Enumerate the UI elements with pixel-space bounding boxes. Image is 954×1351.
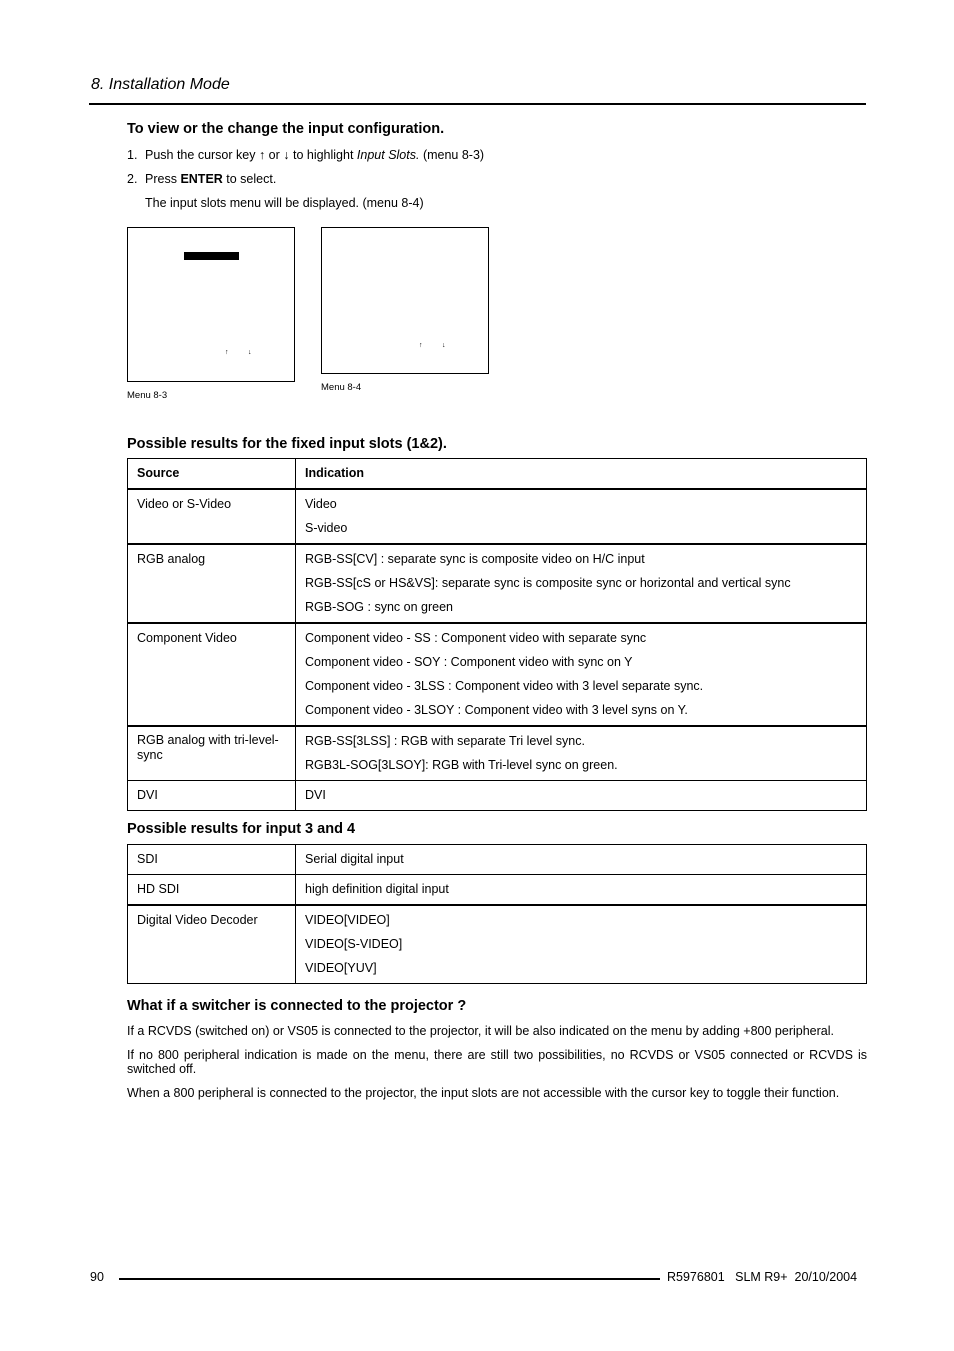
menu-highlight-bar <box>184 252 239 260</box>
step-2-number: 2. <box>127 172 138 186</box>
arrow-up-icon: ↑ <box>225 349 229 356</box>
footer-rule <box>119 1278 660 1280</box>
indication-cell <box>296 905 867 984</box>
switcher-paragraph-2: If no 800 peripheral indication is made on the menu, there are still two possibilities, no RCVDS or VS05 connected or RCVDS is switched off. <box>127 1048 867 1076</box>
indication-cell <box>296 489 867 544</box>
step-2-note: The input slots menu will be displayed. (menu 8-4) <box>145 196 424 210</box>
section-title-switcher: What if a switcher is connected to the projector ? <box>127 998 467 1014</box>
source-cell: SDI <box>128 845 296 875</box>
indication-line: DVI <box>305 788 326 802</box>
table-row <box>128 845 867 875</box>
indication-line: Video <box>305 497 337 511</box>
arrow-down-icon: ↓ <box>442 342 446 349</box>
table-header-row <box>128 459 867 490</box>
indication-cell <box>296 544 867 623</box>
arrow-down-icon: ↓ <box>248 349 252 356</box>
indication-line: RGB-SS[3LSS] : RGB with separate Tri level sync. <box>305 734 585 748</box>
indication-cell <box>296 781 867 811</box>
column-header-indication: Indication <box>296 459 867 490</box>
indication-line: RGB-SS[CV] : separate sync is composite video on H/C input <box>305 552 645 566</box>
indication-line: VIDEO[VIDEO] <box>305 913 390 927</box>
indication-line: VIDEO[YUV] <box>305 961 377 975</box>
step-1-lead: Push the cursor key ↑ or ↓ to highlight <box>145 148 357 162</box>
table-row <box>128 726 867 781</box>
indication-line: Component video - 3LSS : Component video with 3 level separate sync. <box>305 679 704 693</box>
step-2-tail: to select. <box>222 172 277 186</box>
menu-8-3-caption: Menu 8-3 <box>127 390 168 401</box>
step-1 <box>127 147 485 163</box>
header-rule <box>89 103 866 105</box>
source-cell: Video or S-Video <box>128 489 296 544</box>
table-row <box>128 905 867 984</box>
section-title-fixed-slots: Possible results for the fixed input slots (1&2). <box>127 436 447 452</box>
column-header-source: Source <box>128 459 296 490</box>
inputs-3-4-table <box>127 844 867 984</box>
indication-line: RGB-SOG : sync on green <box>305 600 453 614</box>
menu-8-4-caption: Menu 8-4 <box>321 382 362 393</box>
source-cell: DVI <box>128 781 296 811</box>
arrow-up-icon: ↑ <box>419 342 423 349</box>
source-cell: RGB analog with tri-level-sync <box>128 726 296 781</box>
table-row <box>128 781 867 811</box>
table-row <box>128 875 867 906</box>
menu-8-4-box <box>321 227 489 374</box>
step-2 <box>127 171 277 187</box>
section-title-view-config: To view or the change the input configuration. <box>127 121 445 137</box>
indication-line: S-video <box>305 521 348 535</box>
step-2-bold: ENTER <box>180 172 223 186</box>
chapter-title: 8. Installation Mode <box>91 76 230 93</box>
table-row <box>128 544 867 623</box>
indication-cell <box>296 726 867 781</box>
indication-line: high definition digital input <box>305 882 449 896</box>
indication-cell <box>296 845 867 875</box>
source-cell: RGB analog <box>128 544 296 623</box>
step-1-tail: (menu 8-3) <box>419 148 485 162</box>
source-cell: Component Video <box>128 623 296 726</box>
switcher-paragraph-3: When a 800 peripheral is connected to the projector, the input slots are not accessible with the cursor key to toggle their function. <box>127 1086 840 1100</box>
fixed-slots-table <box>127 458 867 811</box>
step-1-text <box>145 147 484 163</box>
indication-cell <box>296 623 867 726</box>
step-1-number: 1. <box>127 148 138 162</box>
table-row <box>128 489 867 544</box>
indication-line: Component video - SOY : Component video with sync on Y <box>305 655 633 669</box>
section-title-input-3-4: Possible results for input 3 and 4 <box>127 821 356 837</box>
indication-line: Serial digital input <box>305 852 404 866</box>
page-number: 90 <box>90 1270 104 1284</box>
step-2-text <box>145 171 276 187</box>
indication-cell <box>296 875 867 906</box>
menu-8-3-box <box>127 227 295 382</box>
source-cell: Digital Video Decoder <box>128 905 296 984</box>
switcher-paragraph-1: If a RCVDS (switched on) or VS05 is connected to the projector, it will be also indicated on the menu by adding +800 peripheral. <box>127 1024 835 1038</box>
document-reference: R5976801 SLM R9+ 20/10/2004 <box>667 1270 858 1284</box>
indication-line: VIDEO[S-VIDEO] <box>305 937 403 951</box>
step-1-italic: Input Slots. <box>356 148 420 162</box>
indication-line: RGB-SS[cS or HS&VS]: separate sync is composite sync or horizontal and vertical sync <box>305 576 791 590</box>
indication-line: Component video - SS : Component video with separate sync <box>305 631 647 645</box>
source-cell: HD SDI <box>128 875 296 906</box>
indication-line: Component video - 3LSOY : Component video with 3 level syns on Y. <box>305 703 688 717</box>
step-2-lead: Press <box>145 172 181 186</box>
indication-line: RGB3L-SOG[3LSOY]: RGB with Tri-level sync on green. <box>305 758 618 772</box>
table-row <box>128 623 867 726</box>
